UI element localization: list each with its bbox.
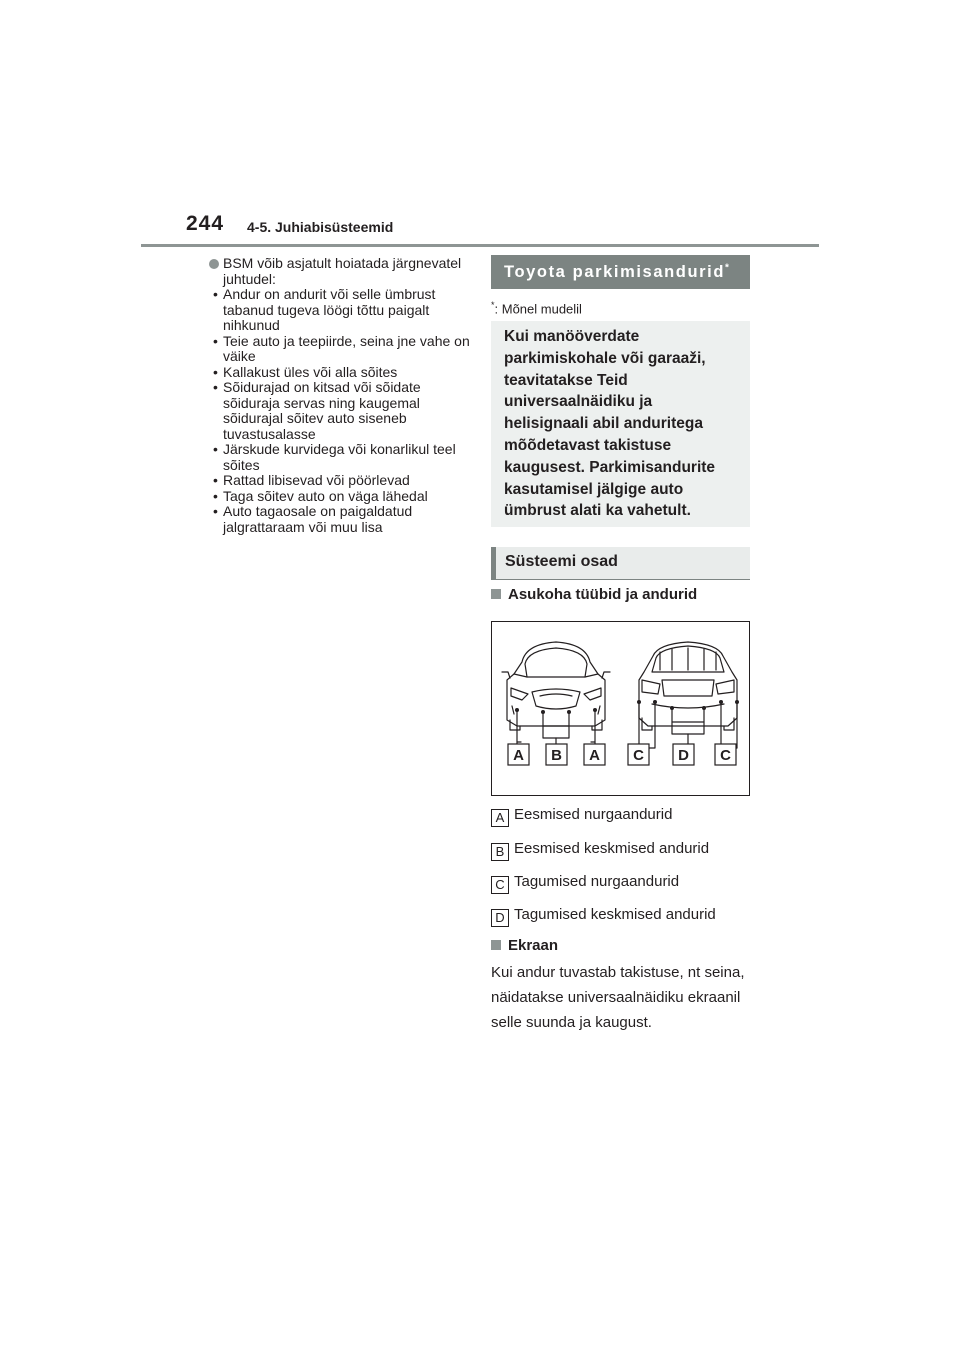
car-front-icon xyxy=(502,642,610,730)
page-number: 244 xyxy=(186,212,225,235)
bsm-bullet-heading xyxy=(209,256,471,287)
figure-label-boxes xyxy=(508,744,736,765)
screen-heading-text: Ekraan xyxy=(508,937,559,954)
legend-row xyxy=(491,806,672,827)
legend-text: Eesmised nurgaandurid xyxy=(514,806,673,823)
intro-box: Kui manööverdate parkimiskohale või garaaži, teavitatakse Teid universaalnäidiku ja helisignaali abil anduritega mõõdetavast takistuse kaugusest. Parkimisandurite kasutamisel jälgige auto ümbrust alati ka vahetult. xyxy=(491,321,750,527)
title-asterisk: * xyxy=(725,262,731,274)
footnote-text: : Mõnel mudelil xyxy=(494,301,582,317)
header-divider xyxy=(141,244,819,247)
figure-label-c-left: C xyxy=(633,747,644,764)
footnote-asterisk: * xyxy=(491,300,495,310)
figure-label-a-right: A xyxy=(589,747,600,764)
legend-text: Tagumised keskmised andurid xyxy=(514,906,716,923)
legend-row xyxy=(491,840,709,861)
footnote xyxy=(491,300,582,316)
legend-key: D xyxy=(491,909,509,927)
screen-heading xyxy=(491,937,558,954)
figure-label-b: B xyxy=(551,747,562,764)
list-item: • Kallakust üles või alla sõites xyxy=(209,365,471,381)
list-item: • Sõidurajad on kitsad või sõidate sõiduraja servas ning kaugemal sõidurajal sõitev auto siseneb tuvastusalasse xyxy=(209,380,471,442)
figure-label-d: D xyxy=(678,747,689,764)
square-bullet-icon xyxy=(491,940,501,950)
figure-label-a-left: A xyxy=(513,747,524,764)
legend-key: C xyxy=(491,876,509,894)
bsm-heading-text: BSM võib asjatult hoiatada järgnevatel juhtudel: xyxy=(223,255,462,287)
legend-row xyxy=(491,873,679,894)
figure-label-c-right: C xyxy=(720,747,731,764)
sensor-dots xyxy=(515,700,739,714)
list-item: • Andur on andurit või selle ümbrust tabanud tugeva löögi tõttu paigalt nihkunud xyxy=(209,287,471,334)
locations-heading xyxy=(491,586,697,603)
legend-text: Eesmised keskmised andurid xyxy=(514,840,710,857)
legend-row xyxy=(491,906,716,927)
parking-sensors-title-bar xyxy=(491,255,750,289)
rear-sensor-leaders xyxy=(639,702,737,748)
screen-description: Kui andur tuvastab takistuse, nt seina, näidatakse universaalnäidiku ekraanil selle suunda ja kaugust. xyxy=(491,964,745,1031)
system-parts-header: Süsteemi osad xyxy=(491,547,750,580)
list-item: • Rattad libisevad või pöörlevad xyxy=(209,473,471,489)
legend-key: B xyxy=(491,843,509,861)
section-title: 4-5. Juhiabisüsteemid xyxy=(247,219,394,235)
list-item: • Teie auto ja teepiirde, seina jne vahe on väike xyxy=(209,334,471,365)
car-rear-icon xyxy=(639,642,737,730)
bsm-warning-block xyxy=(209,256,471,535)
locations-heading-text: Asukoha tüübid ja andurid xyxy=(508,586,698,603)
list-item: • Järskude kurvidega või konarlikul teel sõites xyxy=(209,442,471,473)
square-bullet-icon xyxy=(491,589,501,599)
round-bullet-icon xyxy=(209,259,219,269)
parking-sensors-title: Toyota parkimisandurid xyxy=(504,263,726,281)
legend-key: A xyxy=(491,809,509,827)
list-item: • Taga sõitev auto on väga lähedal xyxy=(209,489,471,505)
car-sensor-illustration xyxy=(492,622,749,795)
list-item: • Auto tagaosale on paigaldatud jalgrattaraam või muu lisa xyxy=(209,504,471,535)
sensor-location-figure xyxy=(491,621,750,796)
legend-text: Tagumised nurgaandurid xyxy=(514,873,680,890)
bsm-conditions-list xyxy=(209,287,471,535)
